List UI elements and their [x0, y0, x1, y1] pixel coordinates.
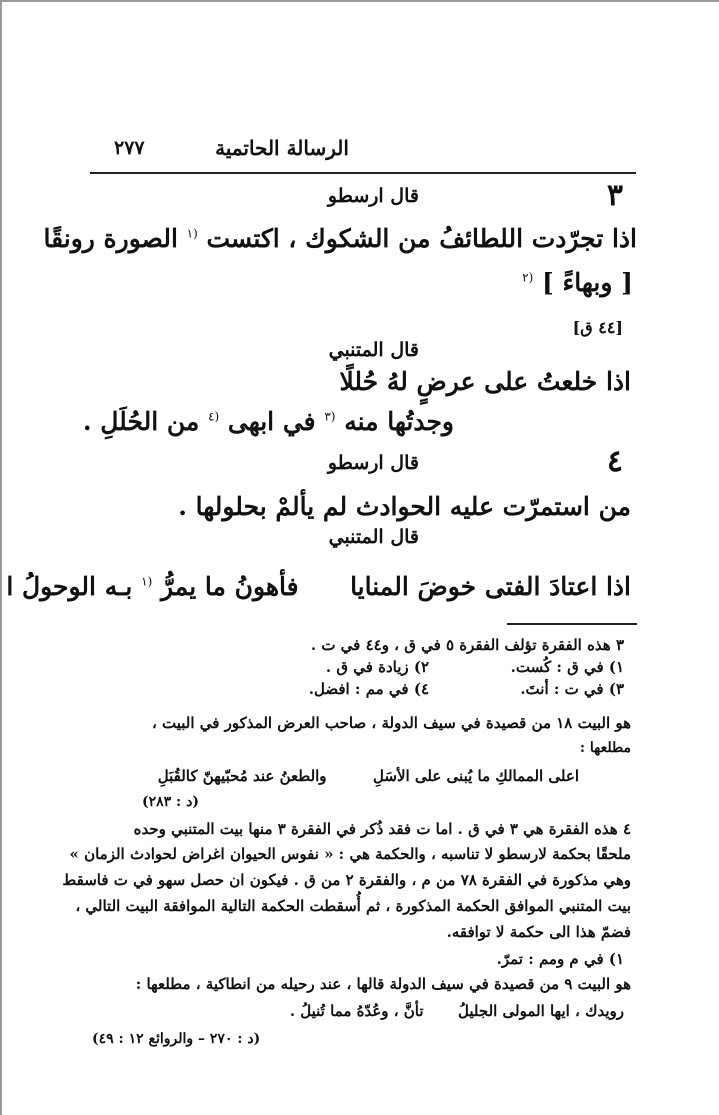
footnote-4-reference: (د : ٢٧٠ – والروائع ١٢ : ٤٩)	[92, 1031, 261, 1047]
footnote-4-verse-h1: رويدك ، ايها المولى الجليلُ	[458, 1002, 624, 1020]
footnote-3-verse-h2: والطعنُ عند مُحبّيهنّ كالقُبَلِ	[157, 767, 327, 785]
footnote-4-verse-h2: تأنَّ ، وعُدّهُ مما تُنيلُ .	[289, 1002, 424, 1020]
saying-3-bracket: [ وبهاءً ]	[542, 268, 633, 297]
verse-line2-mid: في ابهى	[227, 407, 316, 436]
aristotle-saying-3-line1	[43, 224, 637, 253]
footnote-3-2: ٢) زيادة في ق .	[325, 658, 429, 676]
aristotle-saying-3-line2	[522, 268, 633, 297]
header-rule	[90, 172, 636, 174]
aristotle-saying-4: من استمرّت عليه الحوادث لم يألمْ بحلولها .	[178, 492, 631, 521]
hemistich-2-end: بـه الوحولُ ا	[6, 572, 133, 601]
mutanabbi-verse-1-line2	[83, 407, 454, 436]
footnote-3-reference: (د : ٢٨٣)	[142, 794, 199, 810]
footnote-3-4: ٤) في مم : افضل.	[308, 680, 429, 698]
section-number-3: ٣	[606, 178, 623, 213]
footnote-3-intro: ٣ هذه الفقرة تؤلف الفقرة ٥ في ق ، و٤٤ في ت .	[310, 636, 624, 654]
manuscript-margin-ref: [٤٤ ق]	[572, 318, 623, 337]
mutanabbi-verse-2	[6, 572, 631, 601]
footnote-3-verse	[158, 767, 579, 785]
saying-3-end: الصورة رونقًا	[43, 224, 178, 253]
hemistich-2-start: فأهونُ ما يمرُّ	[160, 572, 299, 601]
footnote-ref-1: (١	[186, 226, 198, 241]
footnote-4-1: ١) في م ومم : تمرّ.	[496, 950, 624, 968]
speaker-aristotle-4: قال ارسطو	[327, 452, 419, 474]
speaker-aristotle-3: قال ارسطو	[327, 185, 419, 207]
page-number: ٢٧٧	[114, 137, 145, 159]
footnote-4-line-5: فضمّ هذا الى حكمة لا توافقه.	[446, 923, 631, 941]
footnote-ref-3: (٣	[324, 409, 336, 424]
saying-3-start: اذا تجرّدت اللطائفُ من الشكوك ، اكتست	[206, 224, 637, 253]
footnote-ref-1b: (١	[141, 574, 153, 589]
footnote-4-body: هو البيت ٩ من قصيدة في سيف الدولة قالها ، عند رحيله من انطاكية ، مطلعها :	[135, 975, 631, 993]
footnote-3-verse-h1: اعلى الممالكِ ما يُبنى على الأسَلِ	[373, 767, 579, 785]
verse-line2-start: وجدتُها منه	[344, 407, 454, 436]
section-number-4: ٤	[606, 444, 623, 479]
footnote-3-1: ١) في ق : كُست.	[510, 658, 624, 676]
verse-line2-end: من الحُلَلِ .	[82, 407, 200, 436]
footnote-ref-4: (٤	[208, 409, 220, 424]
footnote-4-line-2: ملحقًا بحكمة لارسطو لا تناسبه ، والحكمة هي : « نفوس الحيوان اغراض لحوادث الزمان »	[69, 845, 631, 863]
speaker-mutanabbi-1: قال المتنبي	[328, 339, 419, 361]
footnote-3-3: ٣) في ت : أنتَ.	[520, 680, 624, 698]
running-title: الرسالة الحاتمية	[215, 136, 349, 160]
speaker-mutanabbi-2: قال المتنبي	[328, 526, 419, 548]
footnote-separator	[507, 623, 637, 625]
footnote-4-verse	[290, 1002, 624, 1020]
footnote-ref-2: (٢	[522, 270, 534, 285]
footnote-4-line-3: وهي مذكورة في الفقرة ٧٨ من م ، والفقرة ٢ من ق . فيكون ان حصل سهو في ت فاسقط	[62, 871, 631, 889]
footnote-4-line-4: بيت المتنبي الموافق الحكمة المذكورة ، ثم أُسقطت الحكمة التالية الموافقة البيت التالي ،	[75, 897, 631, 915]
mutanabbi-verse-1-line1: اذا خلعتُ على عرضٍ لهُ حُللًا	[339, 367, 631, 396]
footnote-3-body-1: هو البيت ١٨ من قصيدة في سيف الدولة ، صاحب العرض المذكور في البيت ،	[151, 714, 631, 732]
hemistich-1: اذا اعتادَ الفتى خوضَ المنايا	[350, 572, 631, 601]
footnote-3-body-2: مطلعها :	[579, 740, 631, 756]
footnote-4-line-1: ٤ هذه الفقرة هي ٣ في ق . اما ت فقد ذُكر في الفقرة ٣ منها بيت المتنبي وحده	[133, 820, 631, 838]
